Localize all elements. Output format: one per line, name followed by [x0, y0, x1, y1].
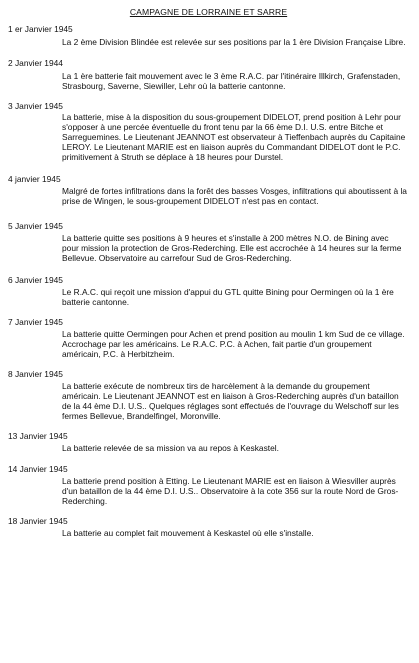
entry-11 [8, 516, 409, 538]
entry-text: La batterie, mise à la disposition du sous-groupement DIDELOT, prend position à Lehr pour s'opposer à une percée éventuelle du front tenu par la 66 ème D.I. U.S. entre Bitche et Sarreguemines. Le Lieutenant JEANNOT est observateur à Tieffenbach auprès du Capitaine LEROY. Le Lieutenant MARIE est en liaison auprès du Commandant DIDELOT dont le P.C. primitivement à Struth se déplace à 18 heures pour Durstel. [62, 111, 406, 163]
entry-date: 1 er Janvier 1945 [8, 24, 73, 34]
entry-date: 2 Janvier 1944 [8, 58, 63, 69]
entry-text: La batterie au complet fait mouvement à Keskastel où elle s'installe. [62, 528, 314, 539]
entry-10 [8, 464, 409, 507]
entry-text: Malgré de fortes infiltrations dans la forêt des basses Vosges, infiltrations qui aboutissent à la prise de Wingen, le sous-groupement DIDELOT n'est pas en contact. [62, 185, 407, 206]
entry-date: 8 Janvier 1945 [8, 368, 63, 379]
entry-text: Le R.A.C. qui reçoit une mission d'appui du GTL quitte Bining pour Oermingen où la 1 ère batterie cantonne. [62, 286, 394, 307]
entry-6 [8, 275, 409, 307]
entry-9 [8, 431, 409, 453]
entry-date: 3 Janvier 1945 [8, 100, 63, 111]
entry-text: La 1 ère batterie fait mouvement avec le 3 ème R.A.C. par l'itinéraire Illkirch, Grafenstaden, Strasbourg, Saverne, Siewiller, Lehr où la batterie cantonne. [62, 71, 401, 92]
entry-text: La batterie quitte Oermingen pour Achen et prend position au moulin 1 km Sud de ce village. Accrochage par les américains. Le R.A.C. P.C. à Achen, fait partie d'un groupement américain, P.C. à Herbitzheim. [62, 329, 405, 360]
entry-5 [8, 221, 409, 264]
entry-text: La batterie exécute de nombreux tirs de harcèlement à la demande du groupement américain. Le Lieutenant JEANNOT est en liaison à Gros-Rederching auprès d'un bataillon de la 44 ème D.I. U.S.. Quelques réglages sont effectués de l'ouvrage du Welschoff sur les fermes Bellevue, Brandelfingel, Moronville. [62, 380, 399, 422]
page-title: CAMPAGNE DE LORRAINE ET SARRE [129, 7, 288, 17]
entry-text: La batterie relevée de sa mission va au repos à Keskastel. [62, 443, 279, 454]
entry-3 [8, 101, 409, 163]
entry-date: 13 Janvier 1945 [8, 431, 68, 442]
entry-text: La 2 ème Division Blindée est relevée sur ses positions par la 1 ère Division Française Libre. [62, 37, 406, 47]
entry-7 [8, 317, 409, 360]
entry-date: 6 Janvier 1945 [8, 274, 63, 285]
entry-1 [8, 24, 409, 47]
entry-text: La batterie quitte ses positions à 9 heures et s'installe à 200 mètres N.O. de Bining avec pour mission la protection de Gros-Rederching. Elle est accrochée à 14 heures sur la ferme Bellevue. Observatoire au carrefour Sud de Gros-Rederching. [62, 233, 402, 264]
entry-date: 7 Janvier 1945 [8, 317, 63, 328]
entry-8 [8, 369, 409, 422]
entry-text: La batterie prend position à Etting. Le Lieutenant MARIE est en liaison à Wiesviller auprès d'un bataillon de la 44 ème D.I. U.S.. Observatoire à la cote 356 sur la route Nord de Gros-Rederching. [62, 475, 399, 507]
entry-date: 5 Janvier 1945 [8, 221, 63, 232]
entry-2 [8, 58, 409, 91]
entry-date: 14 Janvier 1945 [8, 463, 68, 474]
entry-4 [8, 174, 409, 206]
entry-date: 4 janvier 1945 [8, 173, 61, 184]
entry-date: 18 Janvier 1945 [8, 516, 68, 527]
